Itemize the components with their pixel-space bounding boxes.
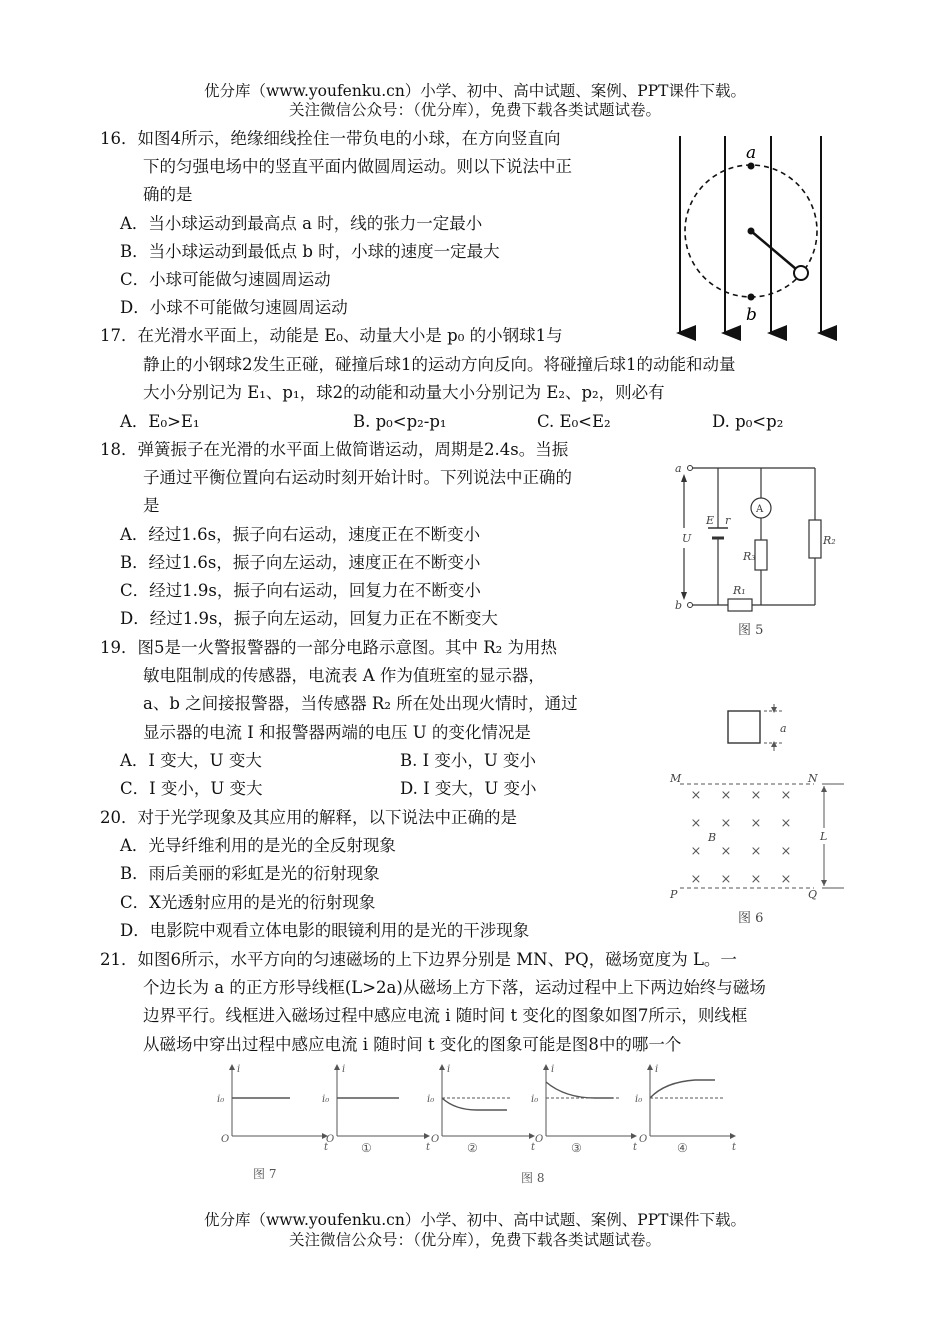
fig8-caption: 图 8 [521, 1171, 545, 1185]
origin-o: O [431, 1134, 440, 1145]
origin-o: O [535, 1134, 544, 1145]
footer-line-2: 关注微信公众号：（优分库），免费下载各类试题试卷。 [288, 1231, 661, 1249]
q16-option-a: A．当小球运动到最高点 a 时，线的张力一定最小 [120, 214, 483, 233]
q21-stem-2: 个边长为 a 的正方形导线框(L>2a)从磁场上方下落，运动过程中上下两边始终与磁场 [143, 978, 766, 997]
axis-t: t [633, 1142, 638, 1153]
figure-4 [668, 128, 838, 344]
origin-o: O [639, 1134, 648, 1145]
label-e: E [706, 514, 715, 527]
resistor-r1 [728, 599, 752, 611]
header-line-1: 优分库（www.youfenku.cn）小学、初中、高中试题、案例、PPT课件下载。 [203, 82, 747, 100]
axis-i: i [551, 1064, 555, 1075]
figure-5 [670, 458, 850, 640]
q18-option-a: A．经过1.6s，振子向右运动，速度正在不断变小 [120, 525, 481, 544]
tick-i0: i₀ [322, 1094, 330, 1105]
label-b: b [746, 305, 757, 325]
q16-option-d: D．小球不可能做匀速圆周运动 [120, 298, 348, 317]
q20-option-b: B．雨后美丽的彩虹是光的衍射现象 [120, 864, 380, 883]
field-cross: × [690, 788, 702, 803]
q19-option-b: B. I 变小，U 变小 [400, 751, 537, 770]
q18-option-b: B．经过1.6s，振子向左运动，速度正在不断变小 [120, 553, 481, 572]
axis-t: t [531, 1142, 536, 1153]
fig7-caption: 图 7 [253, 1167, 277, 1181]
field-cross: × [780, 816, 792, 831]
axis-i: i [447, 1064, 451, 1075]
field-cross: × [780, 872, 792, 887]
field-cross: × [750, 844, 762, 859]
header-line-2: 关注微信公众号：（优分库），免费下载各类试题试卷。 [288, 101, 661, 119]
field-cross: × [720, 816, 732, 831]
resistor-r2 [809, 520, 821, 558]
q18-stem-2: 子通过平衡位置向右运动时刻开始计时。下列说法中正确的 [143, 468, 572, 487]
tick-i0: i₀ [427, 1094, 435, 1105]
label-p: P [670, 888, 678, 901]
label-r3: R₃ [743, 550, 756, 563]
label-n: N [808, 772, 818, 785]
label-m: M [670, 772, 682, 785]
q16-stem-1: 16．如图4所示，绝缘细线拴住一带负电的小球，在方向竖直向 [100, 129, 561, 148]
q17-stem-2: 静止的小钢球2发生正碰，碰撞后球1的运动方向反向。将碰撞后球1的动能和动量 [143, 355, 736, 374]
q19-option-d: D. I 变大，U 变小 [400, 779, 537, 798]
label-a: a [746, 143, 757, 163]
label-a: a [780, 722, 787, 735]
tick-i0: i₀ [217, 1094, 225, 1105]
fig6-caption: 图 6 [738, 911, 764, 926]
label-r2: R₂ [823, 534, 836, 547]
tick-i0: i₀ [531, 1094, 539, 1105]
field-cross: × [750, 872, 762, 887]
q20-option-c: C．X光透射应用的是光的衍射现象 [120, 893, 376, 912]
q17-stem-1: 17．在光滑水平面上，动能是 E₀、动量大小是 p₀ 的小钢球1与 [100, 326, 563, 345]
footer-line-1: 优分库（www.youfenku.cn）小学、初中、高中试题、案例、PPT课件下载。 [203, 1211, 747, 1229]
label-b: b [675, 599, 683, 612]
axis-t: t [324, 1142, 329, 1153]
q19-stem-1: 19．图5是一火警报警器的一部分电路示意图。其中 R₂ 为用热 [100, 638, 558, 657]
axis-i: i [342, 1064, 346, 1075]
graph-label-2: ② [467, 1141, 478, 1155]
tick-i0: i₀ [635, 1094, 643, 1105]
q19-stem-2: 敏电阻制成的传感器，电流表 A 作为值班室的显示器， [143, 666, 545, 685]
resistor-r3 [755, 540, 767, 570]
field-cross: × [720, 788, 732, 803]
q19-stem-4: 显示器的电流 I 和报警器两端的电压 U 的变化情况是 [143, 723, 531, 742]
fig5-caption: 图 5 [738, 623, 764, 638]
origin-o: O [221, 1134, 230, 1145]
q17-option-a: A．E₀>E₁ [120, 412, 200, 431]
field-cross: × [780, 844, 792, 859]
q19-option-a: A．I 变大，U 变大 [120, 751, 262, 770]
q18-stem-1: 18．弹簧振子在光滑的水平面上做简谐运动，周期是2.4s。当振 [100, 440, 569, 459]
axis-i: i [655, 1064, 659, 1075]
figures-7-8 [215, 1060, 740, 1186]
label-b-field: B [708, 831, 717, 844]
field-cross: × [690, 872, 702, 887]
origin-o: O [326, 1134, 335, 1145]
axis-t: t [426, 1142, 431, 1153]
label-a: a [675, 462, 682, 475]
field-cross: × [750, 816, 762, 831]
q20-stem-1: 20．对于光学现象及其应用的解释，以下说法中正确的是 [100, 808, 517, 827]
point-a-dot [748, 163, 755, 170]
field-cross: × [690, 844, 702, 859]
field-cross: × [720, 872, 732, 887]
q17-option-d: D. p₀<p₂ [712, 412, 784, 431]
charged-ball [794, 266, 808, 280]
q20-option-d: D．电影院中观看立体电影的眼镜利用的是光的干涉现象 [120, 921, 530, 940]
label-u: U [682, 532, 692, 545]
q16-stem-3: 确的是 [143, 185, 193, 204]
figure-6 [664, 704, 850, 930]
q17-option-b: B. p₀<p₂-p₁ [353, 412, 447, 431]
q17-stem-3: 大小分别记为 E₁、p₁，球2的动能和动量大小分别记为 E₂、p₂，则必有 [143, 383, 665, 402]
label-r1: R₁ [733, 584, 746, 597]
square-frame [728, 711, 760, 743]
ammeter-label: A [756, 504, 764, 515]
q21-stem-1: 21．如图6所示，水平方向的匀速磁场的上下边界分别是 MN、PQ，磁场宽度为 L。一 [100, 950, 737, 969]
q18-option-d: D．经过1.9s，振子向左运动，回复力正在不断变大 [120, 609, 498, 628]
q21-stem-4: 从磁场中穿出过程中感应电流 i 随时间 t 变化的图象可能是图8中的哪一个 [143, 1035, 682, 1054]
axis-t: t [732, 1142, 737, 1153]
q19-stem-3: a、b 之间接报警器，当传感器 R₂ 所在处出现火情时，通过 [143, 694, 578, 713]
q20-option-a: A．光导纤维利用的是光的全反射现象 [120, 836, 396, 855]
field-cross: × [780, 788, 792, 803]
q19-option-c: C．I 变小，U 变大 [120, 779, 263, 798]
q16-option-b: B．当小球运动到最低点 b 时，小球的速度一定最大 [120, 242, 500, 261]
graph-label-1: ① [361, 1141, 372, 1155]
graph-label-3: ③ [571, 1141, 582, 1155]
q21-stem-3: 边界平行。线框进入磁场过程中感应电流 i 随时间 t 变化的图象如图7所示，则线框 [143, 1006, 748, 1025]
field-cross: × [690, 816, 702, 831]
q16-option-c: C．小球可能做匀速圆周运动 [120, 270, 331, 289]
label-q: Q [808, 888, 818, 901]
label-r: r [725, 514, 731, 527]
graph-label-4: ④ [677, 1141, 688, 1155]
q18-stem-3: 是 [143, 496, 160, 515]
field-cross: × [720, 844, 732, 859]
field-cross: × [750, 788, 762, 803]
label-l: L [820, 830, 828, 843]
q16-stem-2: 下的匀强电场中的竖直平面内做圆周运动。则以下说法中正 [143, 157, 572, 176]
q18-option-c: C．经过1.9s，振子向右运动，回复力在不断变小 [120, 581, 481, 600]
axis-i: i [237, 1064, 241, 1075]
q17-option-c: C. E₀<E₂ [537, 412, 611, 431]
thread [751, 231, 796, 269]
point-b-dot [748, 294, 755, 301]
